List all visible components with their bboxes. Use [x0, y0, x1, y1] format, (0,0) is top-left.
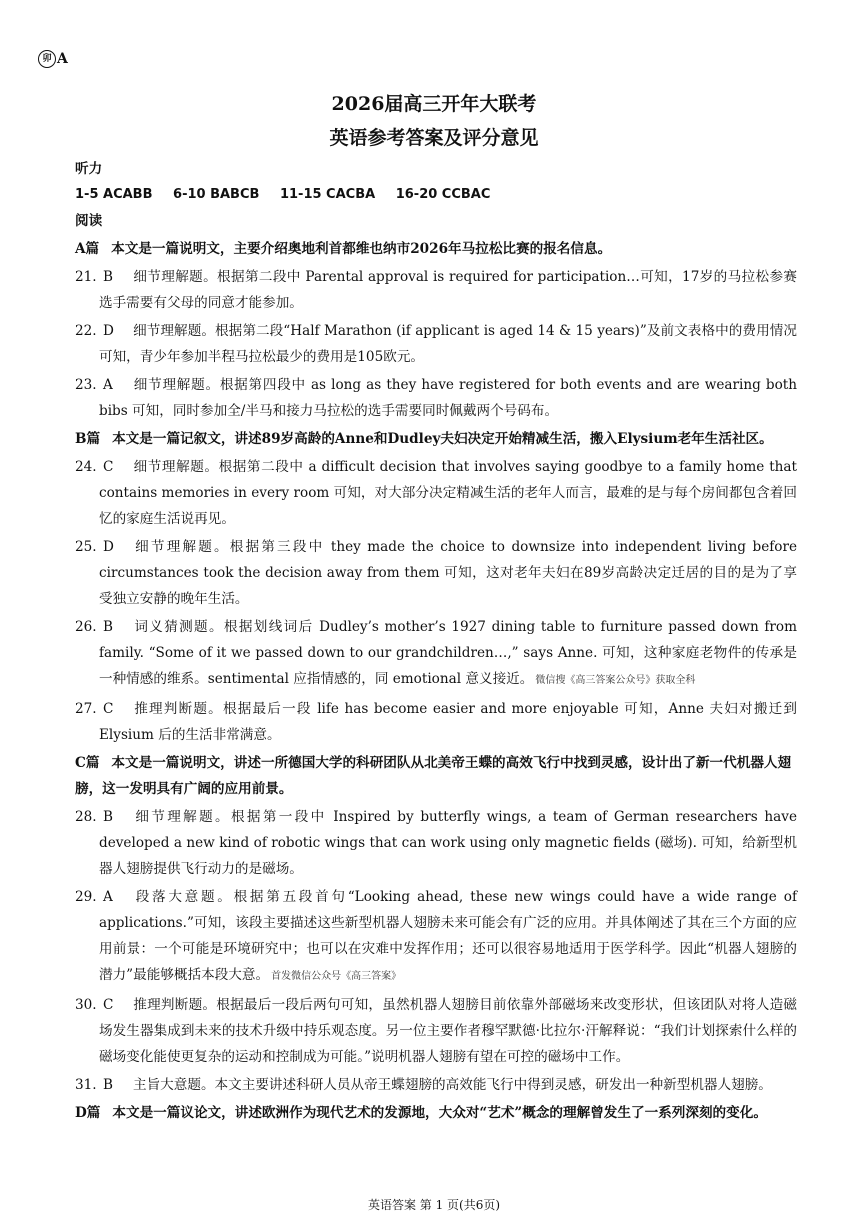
question-number: 25. — [75, 539, 97, 555]
answer-item — [75, 318, 797, 370]
passage-tag: D篇 — [75, 1105, 101, 1121]
answer-letter: B — [103, 1077, 113, 1093]
answer-group: 1-5 ACABB — [75, 187, 153, 202]
answer-letter: D — [103, 539, 114, 555]
question-number: 26. — [75, 619, 97, 635]
answer-letter: C — [103, 997, 114, 1013]
passage-summary-text: 本文是一篇记叙文，讲述89岁高龄的Anne和Dudley夫妇决定开始精减生活，搬入Elysium老年生活社区。 — [112, 431, 773, 447]
explanation: 主旨大意题。本文主要讲述科研人员从帝王蝶翅膀的高效能飞行中得到灵感，研发出一种新型机器人翅膀。 — [133, 1077, 772, 1093]
answer-letter: B — [103, 269, 113, 285]
answer-item — [75, 372, 797, 424]
passage-tag: C篇 — [75, 755, 100, 771]
document-subtitle: 英语参考答案及评分意见 — [329, 127, 539, 149]
question-number: 29. — [75, 889, 97, 905]
answer-item — [75, 454, 797, 532]
answer-item — [75, 696, 797, 748]
version-letter: A — [57, 51, 68, 67]
explanation: 段落大意题。根据第五段首句“Looking ahead, these new wings could have a wide range of applications.”可知，该段主要描述这些新型机器人翅膀未来可能会有广泛的应用。并具体阐述了其在三个方面的应用前景：一个可能是环境研究中；也可以在灾难中发挥作用；还可以很容易地适用于医学科学。因此“机器人翅膀的潜力”最能够概括本段大意。 — [99, 889, 797, 983]
answer-item — [75, 1072, 797, 1098]
answer-item — [75, 804, 797, 882]
answer-letter: B — [103, 809, 113, 825]
answer-item — [75, 264, 797, 316]
passage-summary — [75, 1100, 797, 1126]
answer-group: 6-10 BABCB — [173, 187, 260, 202]
explanation: 细节理解题。根据第四段中 as long as they have registered for both events and are wearing both bibs 可知，同时参加全/半马和接力马拉松的选手需要同时佩戴两个号码布。 — [99, 377, 797, 419]
watermark-note: 微信搜《高三答案公众号》获取全科 — [535, 675, 696, 686]
passage-summary — [75, 426, 797, 452]
question-number: 31. — [75, 1077, 97, 1093]
explanation: 细节理解题。根据第二段中 a difficult decision that involves saying goodbye to a family home that contains memories in every room 可知，对大部分决定精减生活的老年人而言，最难的是与每个房间都包含着回忆的家庭生活说再见。 — [99, 459, 797, 527]
listening-heading: 听力 — [75, 161, 103, 177]
answer-group: 16-20 CCBAC — [395, 187, 491, 202]
explanation: 推理判断题。根据最后一段后两句可知，虽然机器人翅膀目前依靠外部磁场来改变形状，但该团队对将人造磁场发生器集成到未来的技术升级中持乐观态度。另一位主要作者穆罕默德·比拉尔·汗解释说：“我们计划探索什么样的磁场变化能使更复杂的运动和控制成为可能。”说明机器人翅膀有望在可控的磁场中工作。 — [99, 997, 797, 1065]
answer-letter: C — [103, 459, 114, 475]
answer-letter: C — [103, 701, 114, 717]
question-number: 23. — [75, 377, 97, 393]
page-footer: 英语答案 第 1 页(共6页) — [367, 1198, 501, 1212]
passage-tag: A篇 — [75, 241, 100, 257]
question-number: 21. — [75, 269, 97, 285]
answer-item — [75, 992, 797, 1070]
exam-version-stamp — [38, 50, 68, 68]
reading-heading: 阅读 — [75, 213, 103, 229]
passage-summary-text: 本文是一篇说明文，主要介绍奥地利首都维也纳市2026年马拉松比赛的报名信息。 — [111, 241, 612, 257]
question-number: 22. — [75, 323, 97, 339]
listening-answers — [75, 182, 797, 208]
explanation: 细节理解题。根据第三段中 they made the choice to downsize into independent living before circumstances took the decision away from them 可知，这对老年夫妇在89岁高龄决定迁居的目的是为了享受独立安静的晚年生活。 — [99, 539, 797, 607]
passage-summary-text: 本文是一篇议论文，讲述欧洲作为现代艺术的发源地，大众对“艺术”概念的理解曾发生了一系列深刻的变化。 — [112, 1105, 767, 1121]
question-number: 24. — [75, 459, 97, 475]
question-number: 30. — [75, 997, 97, 1013]
explanation: 推理判断题。根据最后一段 life has become easier and more enjoyable 可知，Anne 夫妇对搬迁到 Elysium 后的生活非常满意。 — [99, 701, 797, 743]
watermark-note: 首发微信公众号《高三答案》 — [271, 971, 402, 982]
answer-item — [75, 614, 797, 694]
answer-item — [75, 534, 797, 612]
passage-summary — [75, 236, 797, 262]
answer-letter: B — [103, 619, 113, 635]
question-number: 27. — [75, 701, 97, 717]
answer-item — [75, 884, 797, 990]
answer-letter: D — [103, 323, 114, 339]
answer-group: 11-15 CACBA — [279, 187, 376, 202]
passage-summary — [75, 750, 797, 802]
passage-summary-text: 本文是一篇说明文，讲述一所德国大学的科研团队从北美帝王蝶的高效飞行中找到灵感，设计出了新一代机器人翅膀，这一发明具有广阔的应用前景。 — [75, 755, 792, 797]
answer-letter: A — [103, 377, 113, 393]
explanation: 细节理解题。根据第二段“Half Marathon (if applicant is aged 14 & 15 years)”及前文表格中的费用情况可知，青少年参加半程马拉松最少的费用是105欧元。 — [99, 323, 797, 365]
explanation: 细节理解题。根据第二段中 Parental approval is required for participation…可知，17岁的马拉松参赛选手需要有父母的同意才能参加。 — [99, 269, 797, 311]
exam-title: 2026届高三开年大联考 — [331, 93, 537, 115]
seal-icon: 卯 — [38, 50, 56, 68]
explanation: 词义猜测题。根据划线词后 Dudley’s mother’s 1927 dining table to furniture passed down from family. “Some of it we passed down to our grandchildren…,” says Anne. 可知，这种家庭老物件的传承是一种情感的维系。sentimental 应指情感的，同 emotional 意义接近。 — [99, 619, 797, 687]
answer-content — [75, 156, 797, 1126]
passage-tag: B篇 — [75, 431, 101, 447]
question-number: 28. — [75, 809, 97, 825]
explanation: 细节理解题。根据第一段中 Inspired by butterfly wings, a team of German researchers have developed a new kind of robotic wings that can work using only magnetic fields (磁场). 可知，给新型机器人翅膀提供飞行动力的是磁场。 — [99, 809, 797, 877]
answer-letter: A — [103, 889, 113, 905]
